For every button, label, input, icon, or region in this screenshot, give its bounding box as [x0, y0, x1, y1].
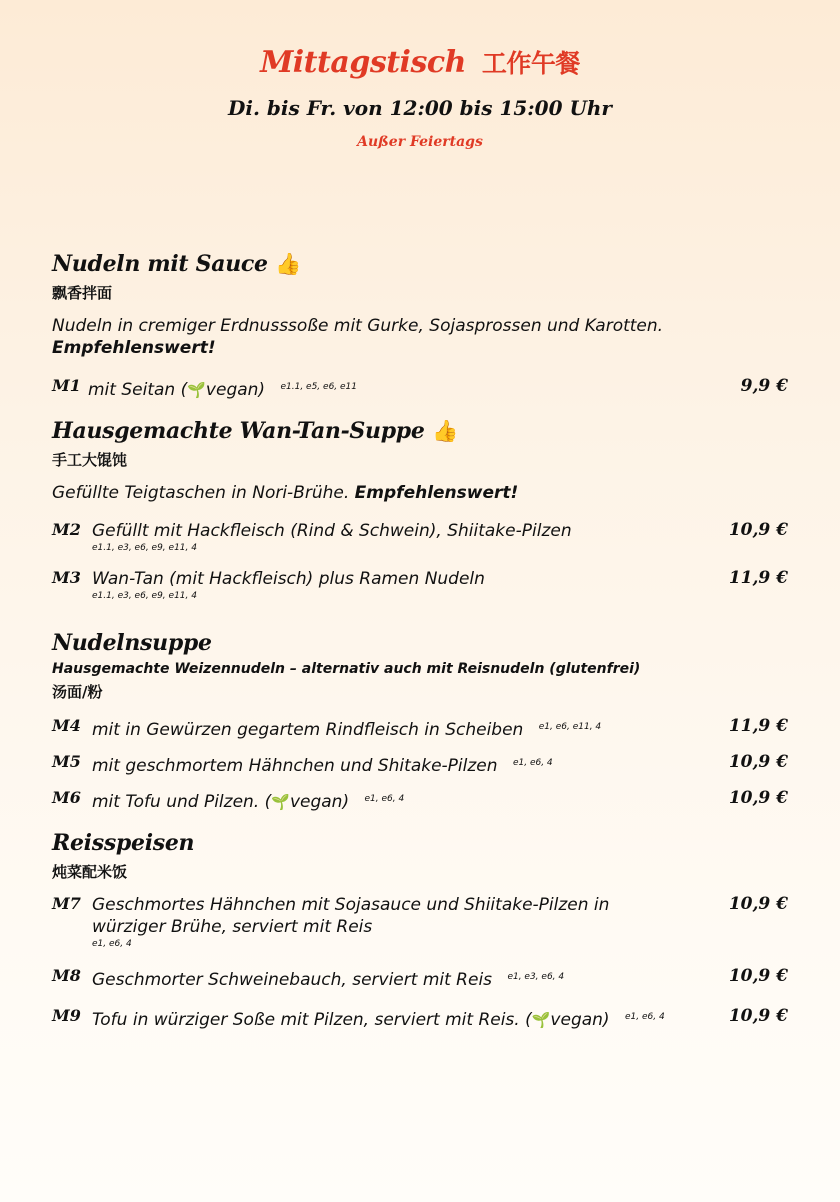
item-description: Tofu in würziger Soße mit Pilzen, serviert mit Reis. (🌱vegan) $^{e1, e6, 4}$: [92, 1010, 665, 1030]
section-reisspeisen: [52, 829, 792, 882]
item-price: 10,9 €: [728, 752, 788, 772]
allergen-codes: e1.1, e5, e6, e11: [280, 382, 357, 392]
item-code: M4: [52, 716, 81, 735]
section-title-cn: 汤面/粉: [52, 683, 103, 701]
item-description: mit in Gewürzen gegartem Rindfleisch in Scheiben $^{e1, e6, e11, 4}$: [92, 720, 602, 740]
sprout-icon: 🌱: [531, 1011, 551, 1029]
item-price: 10,9 €: [728, 894, 788, 914]
item-code: M9: [52, 1006, 81, 1025]
item-code: M5: [52, 752, 81, 771]
title-cn: 工作午餐: [481, 49, 580, 78]
allergen-codes: e1.1, e3, e6, e9, e11, 4: [92, 543, 197, 553]
allergen-codes: e1, e6, 4: [92, 939, 132, 949]
item-price: 10,9 €: [728, 966, 788, 986]
section-description: Nudeln in cremiger Erdnusssoße mit Gurke, Sojasprossen und Karotten. Empfehlenswert!: [52, 316, 664, 358]
item-code: M1: [52, 376, 81, 395]
allergen-codes: e1, e6, 4: [512, 758, 553, 768]
page-title: [0, 44, 840, 80]
item-code: M7: [52, 894, 81, 913]
item-price: 9,9 €: [740, 376, 788, 396]
item-code: M8: [52, 966, 81, 985]
allergen-codes: e1.1, e3, e6, e9, e11, 4: [92, 591, 197, 601]
allergen-codes: e1, e6, e11, 4: [538, 722, 602, 732]
title-de: Mittagstisch: [260, 45, 466, 80]
recommend-label: Empfehlenswert!: [354, 483, 519, 503]
section-subtitle: Hausgemachte Weizennudeln – alternativ auch mit Reisnudeln (glutenfrei): [52, 661, 641, 677]
section-nudelnsuppe: [52, 629, 792, 702]
sprout-icon: 🌱: [271, 793, 290, 811]
thumbs-up-icon: 👍: [431, 418, 458, 443]
allergen-codes: e1, e6, 4: [624, 1012, 665, 1022]
section-wan-tan-suppe: [52, 417, 792, 504]
item-price: 11,9 €: [728, 568, 788, 588]
item-description: mit Seitan (🌱vegan) $^{e1.1, e5, e6, e11}$: [88, 380, 357, 400]
item-description: Geschmorter Schweinebauch, serviert mit Reis $^{e1, e3, e6, 4}$: [92, 970, 565, 990]
item-description: Gefüllt mit Hackfleisch (Rind & Schwein), Shiitake-Pilzen e1.1, e3, e6, e9, e11, 4: [92, 520, 692, 555]
sprout-icon: 🌱: [187, 381, 206, 399]
section-title: Reisspeisen: [52, 830, 195, 856]
item-price: 10,9 €: [728, 788, 788, 808]
item-description: mit geschmortem Hähnchen und Shitake-Pilzen $^{e1, e6, 4}$: [92, 756, 553, 776]
item-description: Wan-Tan (mit Hackfleisch) plus Ramen Nudeln e1.1, e3, e6, e9, e11, 4: [92, 568, 692, 603]
section-nudeln-mit-sauce: [52, 250, 792, 359]
item-description: Geschmortes Hähnchen mit Sojasauce und Shiitake-Pilzen in würziger Brühe, serviert mit Reis e1, e6, 4: [92, 894, 672, 951]
section-title: Nudelnsuppe: [52, 630, 212, 656]
item-code: M6: [52, 788, 81, 807]
opening-hours: Di. bis Fr. von 12:00 bis 15:00 Uhr: [228, 96, 612, 120]
section-title-cn: 飘香拌面: [52, 284, 113, 302]
item-code: M2: [52, 520, 81, 539]
allergen-codes: e1, e6, 4: [364, 794, 405, 804]
thumbs-up-icon: 👍: [275, 251, 301, 276]
item-price: 11,9 €: [728, 716, 788, 736]
recommend-label: Empfehlenswert!: [52, 338, 216, 358]
item-code: M3: [52, 568, 81, 587]
item-price: 10,9 €: [728, 520, 788, 540]
section-title: Nudeln mit Sauce 👍: [52, 251, 301, 277]
item-price: 10,9 €: [728, 1006, 788, 1026]
allergen-codes: e1, e3, e6, 4: [507, 972, 565, 982]
section-description: Gefüllte Teigtaschen in Nori-Brühe. Empfehlenswert!: [52, 483, 519, 503]
holiday-note: Außer Feiertags: [357, 134, 483, 150]
section-title: Hausgemachte Wan-Tan-Suppe 👍: [52, 418, 458, 444]
section-title-cn: 手工大馄饨: [52, 451, 128, 469]
item-description: mit Tofu und Pilzen. (🌱vegan) $^{e1, e6, 4}$: [92, 792, 405, 812]
menu-header: [0, 44, 840, 150]
section-title-cn: 炖菜配米饭: [52, 863, 128, 881]
